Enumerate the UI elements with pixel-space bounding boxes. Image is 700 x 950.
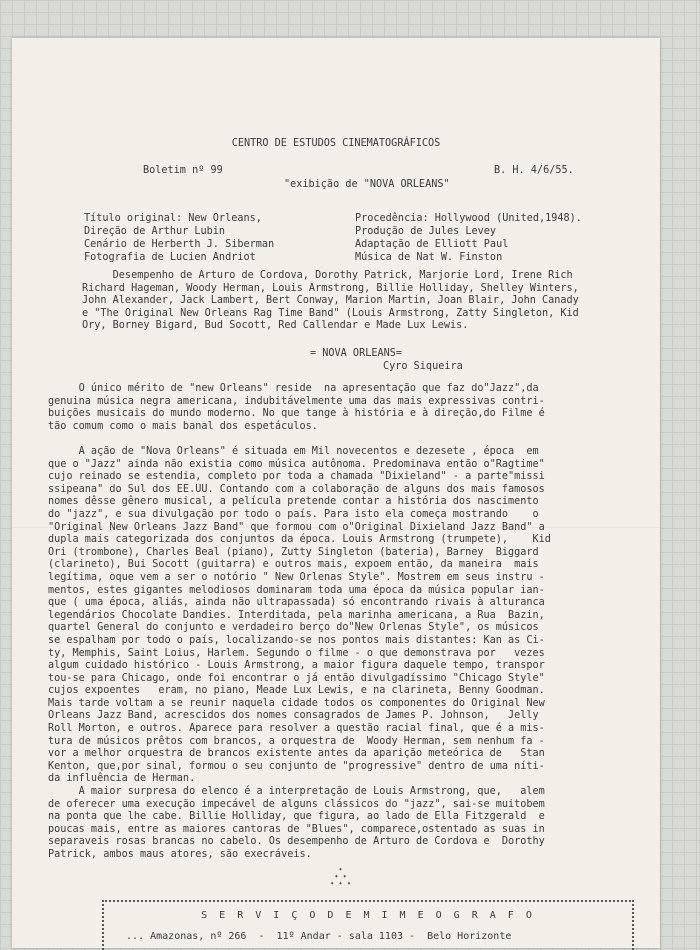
bulletin-date: B. H. 4/6/55. (494, 165, 574, 176)
text-line: (clarineto), Bui Socott (guitarra) e outros mais, expoem então, da maneira mais (48, 559, 539, 571)
text-line: ty, Memphis, Saint Loius, Harlem. Segundo o filme - o que demonstrava por vezes (48, 647, 545, 659)
cast-line: Desempenho de Arturo de Cordova, Dorothy Patrick, Marjorie Lord, Irene Rich (82, 270, 573, 281)
text-line: tura de músicos prêtos com brancos, a orquestra de Woody Herman, sem nenhum fa - (48, 735, 545, 747)
text-line: do "jazz", e sua divulgação por todo o país. Para isto ela começa mostrando o (48, 508, 539, 520)
text-line: legítima, oque vem a ser o notório " New Orlenas Style". Mostrem em seus instru - (48, 571, 545, 583)
text-line: "Original New Orleans Jazz Band" que formou com o"Original Dixieland Jazz Band" a (48, 521, 545, 533)
text-line: nomes dêsse gênero musical, a película pretende contar a história dos nascimento (48, 496, 539, 508)
stamp-address: ... Amazonas, nº 266 - 11º Andar - sala 1103 - Belo Horizonte (114, 931, 512, 942)
cast-paragraph (82, 270, 700, 333)
text-line: quartel General do conjunto e verdadeiro berço do"New Orlenas Style", os músicos (48, 622, 539, 634)
text-line: tão comum como o mais banal dos espetáculos. (48, 420, 318, 432)
review-title: = NOVA ORLEANS= (310, 348, 403, 359)
text-line: cujo reinado se estendia, completo por toda a chamada "Dixieland" - a parte"missi (48, 471, 545, 483)
review-paragraph-3 (48, 786, 666, 862)
text-line: Orleans Jazz Band, acrescidos dos nomes consagrados de James P. Johnson, Jelly (48, 710, 539, 722)
credit-left-2: Direção de Arthur Lubin (84, 226, 226, 237)
text-line: separaveis rosas brancas no cabelo. Os desempenho de Arturo de Cordova e Dorothy (48, 836, 545, 848)
star-ornament: ✦ ✦ ✦ ✦ ✦ ✦ (330, 865, 352, 887)
text-line: legendários Chocolate Dandies. Interditada, pela marinha americana, a Rua Bazin, (48, 609, 545, 621)
text-line: da influência de Herman. (48, 773, 196, 785)
cast-line: Richard Hageman, Woody Herman, Louis Armstrong, Billie Holliday, Shelley Winters, (82, 282, 579, 294)
stamp-title: S E R V I Ç O D E M I M E O G R A F O (201, 910, 535, 921)
text-line: na ponta que lhe cabe. Billie Holliday, que figura, ao lado de Ella Fitzgerald e (48, 811, 545, 823)
mimeograph-service-stamp (102, 900, 634, 950)
text-line: A ação de "Nova Orleans" é situada em Mil novecentos e dezesete , época em (48, 446, 539, 457)
text-line: Roll Morton, e outros. Aparece para resolver a questão racial final, que é a mis- (48, 723, 545, 735)
credit-right-3: Adaptação de Elliott Paul (355, 239, 509, 250)
text-line: de oferecer uma execução impecável de alguns clássicos do "jazz", sai-se muitobem (48, 798, 545, 810)
text-line: algum cuidado histórico - Louis Armstrong, a maior figura daquele tempo, transpor (48, 660, 545, 672)
screening-subtitle: "exibição de "NOVA ORLEANS" (284, 179, 450, 190)
text-line: tou-se para Chicago, onde foi encontrar o já então divulgadíssimo "Chicago Style" (48, 672, 545, 684)
text-line: que ( uma época, aliás, ainda não ultrapassada) só encontrando rivais à alturanca (48, 597, 545, 609)
mimeograph-page (12, 38, 660, 948)
text-line: poucas mais, entre as maiores cantoras de "Blues", comparece,ostentado as suas in (48, 823, 545, 835)
text-line: Mais tarde voltam a se reunir naquela cidade todos os componentes do Original New (48, 697, 545, 709)
text-line: vor a melhor orquestra de brancos existente antes da aparição meteórica de Stan (48, 748, 545, 760)
text-line: Ori (trombone), Charles Beal (piano), Zutty Singleton (bateria), Barney Biggard (48, 546, 539, 558)
review-paragraph-1 (48, 383, 666, 433)
text-line: A maior surpresa do elenco é a interpretação de Louis Armstrong, que, alem (48, 786, 545, 797)
credit-left-3: Cenário de Herberth J. Siberman (84, 239, 275, 250)
org-title: CENTRO DE ESTUDOS CINEMATOGRÁFICOS (231, 138, 441, 149)
credit-left-1: Título original: New Orleans, (84, 213, 262, 224)
credit-right-2: Produção de Jules Levey (355, 226, 497, 237)
text-line: cujos expoentes eram, no piano, Meade Lux Lewis, e na clarineta, Benny Goodman. (48, 685, 545, 697)
credit-right-1: Procedência: Hollywood (United,1948). (355, 213, 582, 224)
review-author: Cyro Siqueira (383, 361, 463, 372)
text-line: Kenton, que,por sinal, formou o seu conjunto de "progressive" dentro de uma níti- (48, 760, 545, 772)
text-line: dupla mais categorizada dos conjuntos da época. Louis Armstrong (trumpete), Kid (48, 534, 551, 546)
review-paragraph-2 (48, 446, 666, 786)
text-line: se espalham por todo o país, localizando-se nos pontos mais distantes: Kan as Ci- (48, 634, 545, 646)
cast-line: e "The Original New Orleans Rag Time Band" (Louis Armstrong, Zatty Singleton, Kid (82, 307, 579, 319)
cast-line: Ory, Borney Bigard, Bud Socott, Red Callendar e Made Lux Lewis. (82, 320, 469, 332)
credit-right-4: Música de Nat W. Finston (355, 252, 503, 263)
text-line: Patrick, ambos maus atores, são execráveis. (48, 848, 312, 860)
text-line: genuina música negra americana, indubitávelmente uma das mais expressivas contri- (48, 395, 545, 407)
text-line: buições musicais do mundo moderno. No que tange à história e à direção,do Filme é (48, 408, 545, 420)
text-line: ssipeana" do Sul dos EE.UU. Contando com a colaboração de alguns dos mais famosos (48, 483, 545, 495)
text-line: O único mérito de "new Orleans" reside na apresentação que faz do"Jazz",da (48, 383, 539, 394)
text-line: que o "Jazz" ainda não existia como música autônoma. Predominava então o"Ragtime" (48, 458, 545, 470)
cast-line: John Alexander, Jack Lambert, Bert Conway, Marion Martin, Joan Blair, John Canady (82, 295, 579, 307)
text-line: mentos, estes gigantes melodiosos dominaram toda uma época da música popular ian- (48, 584, 545, 596)
credit-left-4: Fotografia de Lucien Andriot (84, 252, 256, 263)
bulletin-number: Boletim nº 99 (143, 165, 223, 176)
